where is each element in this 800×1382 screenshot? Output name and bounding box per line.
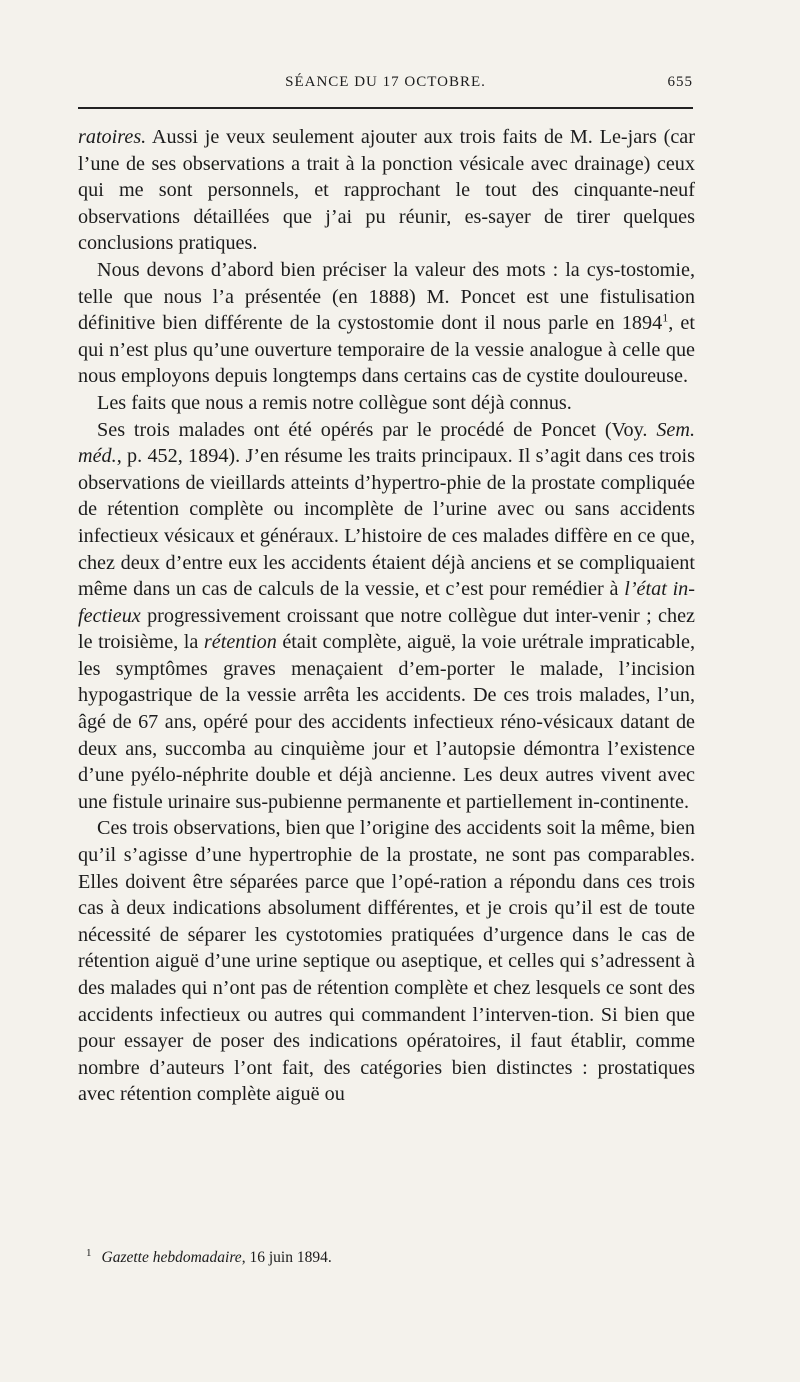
running-header [78,74,693,100]
footnote-reference: 1 [662,310,669,325]
header-rule [78,107,693,109]
text-run: Ces trois observations, bien que l’origine des accidents soit la même, bien qu’il s’agisse d’une hypertrophie de la prostate, ne sont pas comparables. Elles doivent être séparées parce que l’opé-ration a répondu dans ces trois cas à deux indications absolument différentes, et je crois qu’il est de toute nécessité de séparer les cystotomies pratiquées d’urgence dans le cas de rétention aiguë d’une urine septique ou aseptique, et celles qui s’adressent à des malades qui n’ont pas de rétention complète et chez lesquels ce sont des accidents infectieux ou autres qui commandent l’interven-tion. Si bien que pour essayer de poser des indications opératoires, il faut établir, comme nombre d’auteurs l’ont fait, des catégories bien distinctes : prostatiques avec rétention complète aiguë ou [78,817,695,1106]
footnote-source: Gazette hebdomadaire [101,1249,242,1266]
page-number: 655 [667,74,693,90]
text-run: Aussi je veux seulement ajouter aux trois faits de M. Le-jars (car l’une de ses observations a trait à la ponction vésicale avec drainage) ceux qui me sont personnels, et rapprochant le tout des cinquante-neuf observations détaillées que j’ai pu réunir, es-sayer de tirer quelques conclusions pratiques. [78,126,695,255]
text-run: Nous devons d’abord bien préciser la valeur des mots : la cys-tostomie, telle que nous l’a présentée (en 1888) M. Poncet est une fistulisation définitive bien différente de la cystostomie dont il nous parle en 1894 [78,258,695,335]
text-run: était complète, aiguë, la voie urétrale impraticable, les symptômes graves menaçaient d’em-porter le malade, l’incision hypogastrique de la vessie arrêta les accidents. De ces trois malades, l’un, âgé de 67 ans, opéré pour des accidents infectieux réno-vésicaux datant de deux ans, succomba au cinquième jour et l’autopsie démontra l’existence d’une pyélo-néphrite double et déjà ancienne. Les deux autres vivent avec une fistule urinaire sus-pubienne permanente et partiellement in-continente. [78,631,695,813]
paragraph-4 [78,417,695,816]
footnote [86,1248,686,1268]
running-title: SÉANCE DU 17 OCTOBRE. [285,74,486,90]
paragraph-3 [78,390,695,417]
text-run: Les faits que nous a remis notre collègue sont déjà connus. [97,391,572,414]
text-run: progressivement croissant que notre collègue dut inter-venir ; chez le troisième, la [78,604,695,654]
italic-text: rétention [203,631,277,654]
paragraph-2 [78,257,695,390]
paragraph-1 [78,124,695,257]
italic-text: Sem. méd. [78,418,695,468]
footnote-mark: 1 [86,1246,92,1259]
italic-text: l’état in-fectieux [78,578,695,627]
text-run: , p. 452, 1894). J’en résume les traits principaux. Il s’agit dans ces trois observations de vieillards atteints d’hypertro-phie de la prostate compliquée de rétention complète ou incomplète de l’urine avec ou sans accidents infectieux vésicaux et généraux. L’histoire de ces malades diffère en ce que, chez deux d’entre eux les accidents étaient déjà anciens et se compliquaient même dans un cas de calculs de la vessie, et c’est pour remédier à [78,445,695,601]
italic-text: ratoires. [78,126,147,148]
footnote-date: , 16 juin 1894. [241,1249,332,1266]
paragraph-5 [78,815,695,1108]
text-run: , et qui n’est plus qu’une ouverture temporaire de la vessie analogue à celle que nous employons depuis longtemps dans certains cas de cystite douloureuse. [78,312,695,388]
body-text [78,124,695,1108]
text-run: Ses trois malades ont été opérés par le procédé de Poncet (Voy. [97,418,657,441]
